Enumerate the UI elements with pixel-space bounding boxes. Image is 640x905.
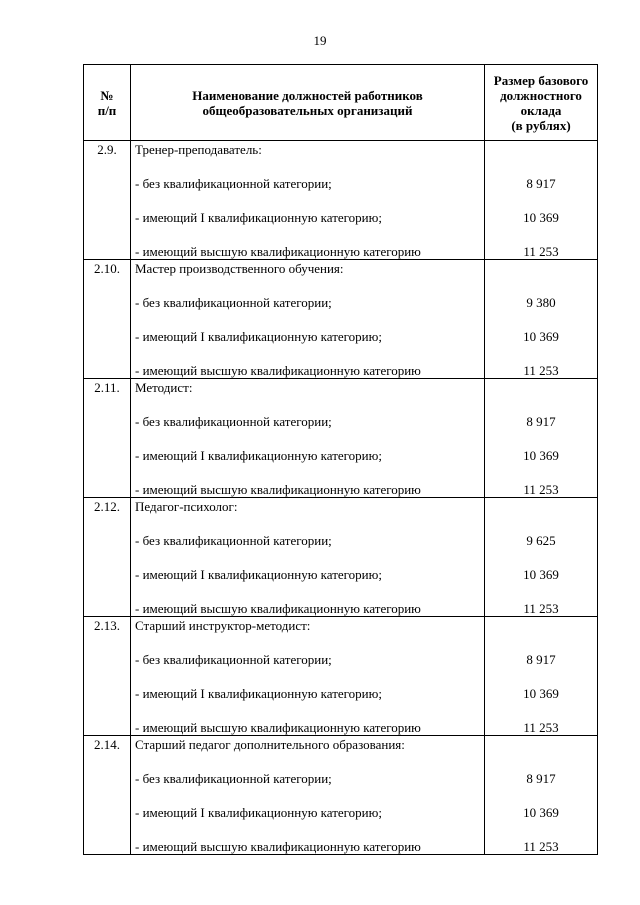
salary-value: 11 253 <box>523 720 559 735</box>
header-name-line: Наименование должностей работников <box>192 87 423 103</box>
table-body <box>84 141 598 855</box>
position-cell <box>131 498 485 617</box>
position-title: Методист: <box>135 380 193 395</box>
salary-value: 11 253 <box>523 244 559 259</box>
category-label: - имеющий I квалификационную категорию; <box>135 805 382 820</box>
category-label: - имеющий высшую квалификационную категорию <box>135 720 421 735</box>
table-row <box>84 617 598 736</box>
row-number: 2.11. <box>84 379 131 498</box>
position-title: Старший инструктор-методист: <box>135 618 311 633</box>
category-label: - имеющий I квалификационную категорию; <box>135 210 382 225</box>
salary-cell <box>485 379 598 498</box>
table-row <box>84 260 598 379</box>
position-cell <box>131 141 485 260</box>
header-amount-line: оклада <box>520 102 562 118</box>
row-number: 2.13. <box>84 617 131 736</box>
category-label: - имеющий I квалификационную категорию; <box>135 448 382 463</box>
category-label: - без квалификационной категории; <box>135 295 332 310</box>
table-row <box>84 141 598 260</box>
page-number: 19 <box>313 33 327 48</box>
position-title: Тренер-преподаватель: <box>135 142 262 157</box>
salary-value: 9 380 <box>526 295 556 310</box>
salary-cell <box>485 617 598 736</box>
header-amount-line: должностного <box>500 87 582 103</box>
salary-table <box>83 64 598 855</box>
salary-value: 8 917 <box>526 414 556 429</box>
salary-value: 9 625 <box>526 533 556 548</box>
salary-cell <box>485 141 598 260</box>
row-number: 2.9. <box>84 141 131 260</box>
salary-value: 11 253 <box>523 601 559 616</box>
position-cell <box>131 379 485 498</box>
header-num-line: № <box>100 87 114 103</box>
salary-value: 10 369 <box>523 686 559 701</box>
position-title: Педагог-психолог: <box>135 499 238 514</box>
salary-cell <box>485 260 598 379</box>
salary-value: 10 369 <box>523 329 559 344</box>
position-cell <box>131 736 485 855</box>
row-number: 2.12. <box>84 498 131 617</box>
header-amount-line: Размер базового <box>493 72 589 88</box>
category-label: - имеющий I квалификационную категорию; <box>135 686 382 701</box>
category-label: - имеющий I квалификационную категорию; <box>135 329 382 344</box>
header-name-line: общеобразовательных организаций <box>202 102 413 118</box>
salary-value: 8 917 <box>526 771 556 786</box>
salary-value: 11 253 <box>523 482 559 497</box>
category-label: - имеющий высшую квалификационную категорию <box>135 839 421 854</box>
category-label: - имеющий высшую квалификационную категорию <box>135 363 421 378</box>
salary-value: 10 369 <box>523 805 559 820</box>
row-number: 2.14. <box>84 736 131 855</box>
row-number: 2.10. <box>84 260 131 379</box>
header-amount-line: (в рублях) <box>511 117 571 133</box>
salary-value: 8 917 <box>526 652 556 667</box>
position-cell <box>131 260 485 379</box>
category-label: - без квалификационной категории; <box>135 652 332 667</box>
category-label: - без квалификационной категории; <box>135 533 332 548</box>
category-label: - имеющий высшую квалификационную категорию <box>135 244 421 259</box>
salary-value: 10 369 <box>523 567 559 582</box>
category-label: - без квалификационной категории; <box>135 771 332 786</box>
category-label: - имеющий высшую квалификационную категорию <box>135 601 421 616</box>
table-row <box>84 498 598 617</box>
category-label: - без квалификационной категории; <box>135 176 332 191</box>
header-name <box>131 65 485 141</box>
category-label: - имеющий I квалификационную категорию; <box>135 567 382 582</box>
header-num-line: п/п <box>97 102 117 118</box>
salary-value: 11 253 <box>523 363 559 378</box>
table-header-row <box>84 65 598 141</box>
salary-value: 10 369 <box>523 448 559 463</box>
salary-value: 8 917 <box>526 176 556 191</box>
category-label: - имеющий высшую квалификационную категорию <box>135 482 421 497</box>
category-label: - без квалификационной категории; <box>135 414 332 429</box>
salary-value: 10 369 <box>523 210 559 225</box>
salary-cell <box>485 498 598 617</box>
table-row <box>84 379 598 498</box>
position-title: Старший педагог дополнительного образования: <box>135 737 405 752</box>
salary-cell <box>485 736 598 855</box>
header-num <box>84 65 131 141</box>
table-row <box>84 736 598 855</box>
position-title: Мастер производственного обучения: <box>135 261 344 276</box>
position-cell <box>131 617 485 736</box>
header-amount <box>485 65 598 141</box>
salary-value: 11 253 <box>523 839 559 854</box>
